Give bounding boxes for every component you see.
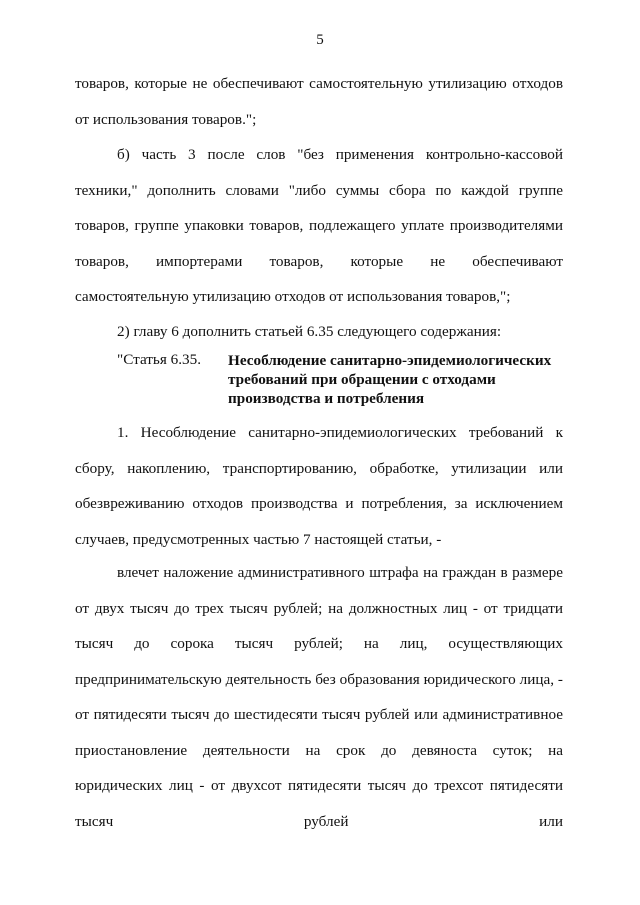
article-label: "Статья 6.35.: [117, 351, 202, 368]
article-title: Несоблюдение санитарно-эпидемиологических требований при обращении с отходами производства и потребления: [228, 352, 552, 407]
paragraph-text: товаров, которые не обеспечивают самостоятельную утилизацию отходов от использования товаров.";: [75, 75, 563, 128]
paragraph-text: влечет наложение административного штрафа на граждан в размере от двух тысяч до трех тысяч рублей; на должностных лиц - от тридцати тысяч до сорока тысяч рублей; на лиц, осуществляющих предпринимательскую деятельность без образования юридического лица, - от пятидесяти тысяч до шестидесяти тысяч рублей или административное приостановление деятельности на срок до девяноста суток; на юридических лиц - от двухсот пятидесяти тысяч до трехсот пятидесяти тысяч рублей или: [75, 564, 563, 830]
paragraph-article-part-1: [75, 415, 563, 557]
paragraph-amendment-2: [75, 314, 563, 350]
paragraph-text: 2) главу 6 дополнить статьей 6.35 следующего содержания:: [117, 323, 502, 340]
paragraph-amendment-b: [75, 137, 563, 315]
paragraph-continuation: [75, 66, 563, 137]
paragraph-penalty: [75, 555, 563, 839]
paragraph-text: 1. Несоблюдение санитарно-эпидемиологических требований к сбору, накоплению, транспортированию, обработке, утилизации или обезвреживанию отходов производства и потребления, за исключением случаев, предусмотренных частью 7 настоящей статьи, -: [75, 424, 563, 548]
page-number: 5: [316, 32, 324, 48]
paragraph-text: б) часть 3 после слов "без применения контрольно-кассовой техники," дополнить словами "либо суммы сбора по каждой группе товаров, группе упаковки товаров, подлежащего уплате производителями товаров, импортерами товаров, которые не обеспечивают самостоятельную утилизацию отходов от использования товаров,";: [75, 146, 563, 305]
